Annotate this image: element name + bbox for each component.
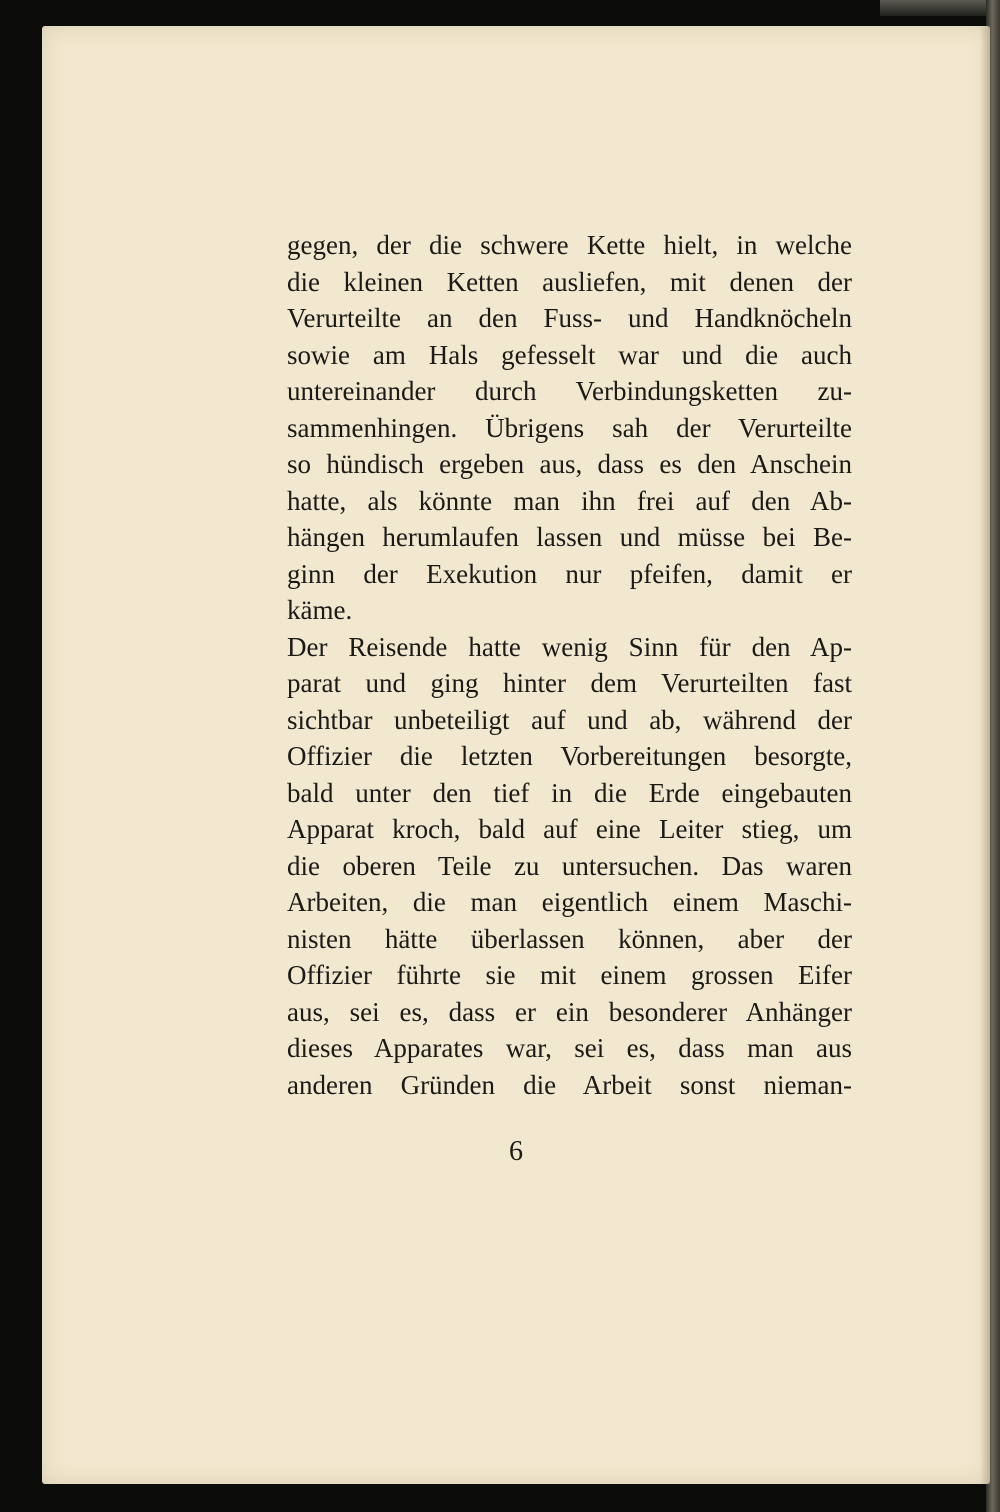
text-line: anderen Gründen die Arbeit sonst nieman-	[287, 1069, 852, 1100]
text-line: Offizier führte sie mit einem grossen Eifer	[287, 960, 852, 990]
text-line: die oberen Teile zu untersuchen. Das waren	[287, 850, 852, 881]
book-top-edge	[880, 0, 1000, 16]
text-line: hängen herumlaufen lassen und müsse bei Be-	[287, 522, 852, 552]
text-line: sowie am Hals gefesselt war und die auch	[287, 339, 852, 370]
text-line: Arbeiten, die man eigentlich einem Maschi-	[287, 887, 852, 917]
text-line: sammenhingen. Übrigens sah der Verurteilte	[287, 412, 852, 443]
text-line: parat und ging hinter dem Verurteilten fast	[287, 668, 852, 698]
text-line: hatte, als könnte man ihn frei auf den Ab-	[287, 485, 852, 516]
text-line: aus, sei es, dass er ein besonderer Anhänger	[287, 996, 852, 1027]
text-line: gegen, der die schwere Kette hielt, in welche	[287, 230, 852, 260]
text-line: dieses Apparates war, sei es, dass man aus	[287, 1033, 852, 1063]
text-line: untereinander durch Verbindungsketten zu-	[287, 376, 852, 406]
text-line: die kleinen Ketten ausliefen, mit denen der	[287, 266, 852, 297]
page-number: 6	[509, 1136, 523, 1167]
book-page	[42, 26, 990, 1484]
body-text	[287, 227, 852, 1103]
text-line: Offizier die letzten Vorbereitungen besorgte,	[287, 741, 852, 771]
text-line: sichtbar unbeteiligt auf und ab, während der	[287, 704, 852, 735]
text-line: so hündisch ergeben aus, dass es den Anschein	[287, 449, 852, 479]
text-line: nisten hätte überlassen können, aber der	[287, 923, 852, 954]
text-line: Verurteilte an den Fuss- und Handknöcheln	[287, 303, 852, 333]
text-line: Apparat kroch, bald auf eine Leiter stieg, um	[287, 814, 852, 844]
text-line: bald unter den tief in die Erde eingebauten	[287, 777, 852, 808]
text-line: ginn der Exekution nur pfeifen, damit er	[287, 558, 852, 589]
text-line: Der Reisende hatte wenig Sinn für den Ap-	[287, 631, 852, 662]
text-line: käme.	[287, 595, 353, 625]
